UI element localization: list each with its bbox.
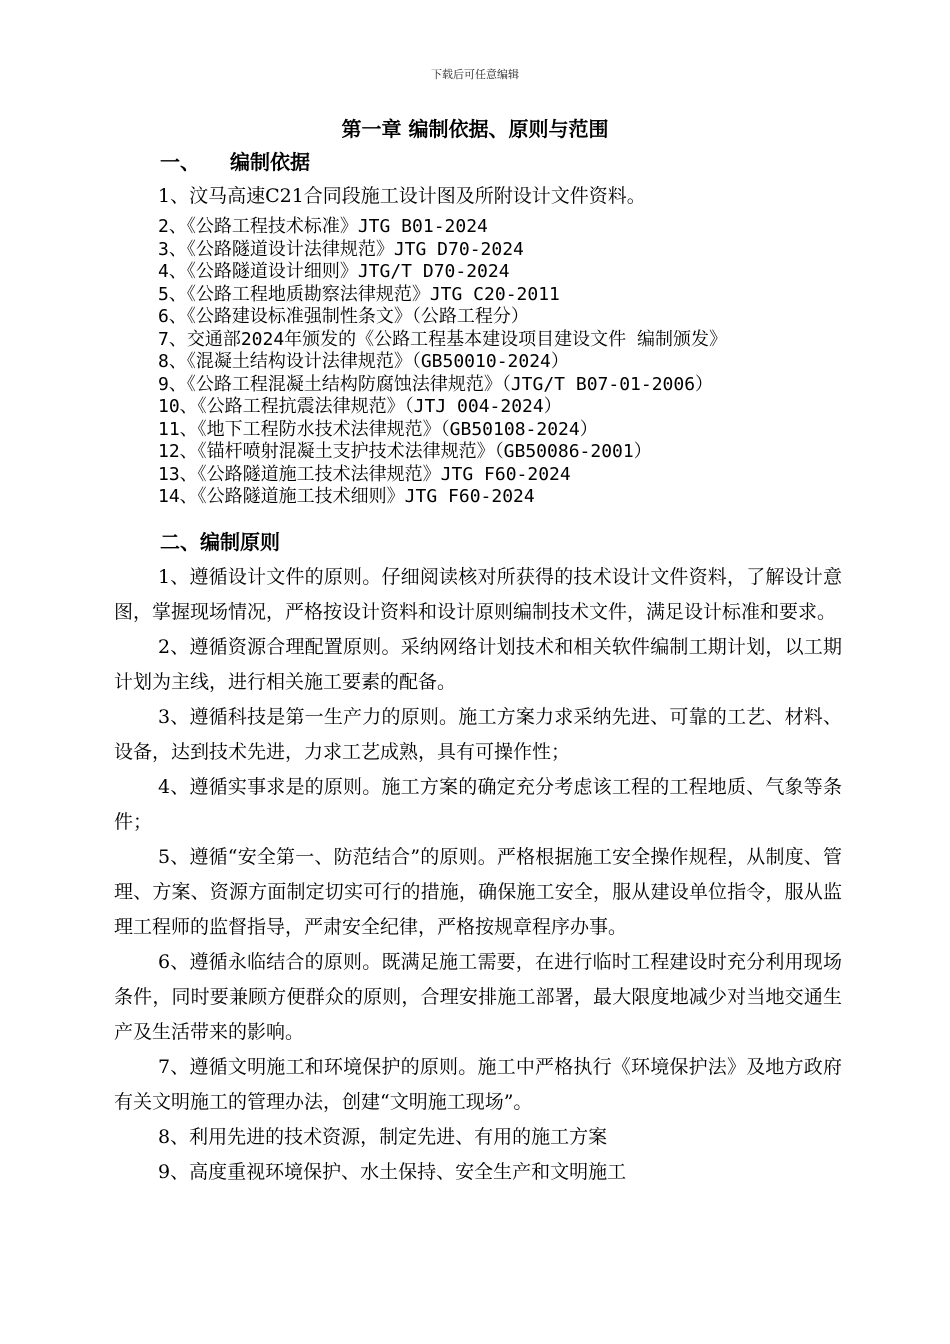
reference-item: 14、《公路隧道施工技术细则》JTG F60-2024	[158, 486, 535, 507]
section-title: 编制依据	[230, 150, 310, 174]
section-heading-basis	[160, 146, 310, 175]
reference-item: 5、《公路工程地质勘察法律规范》JTG C20-2011	[158, 283, 560, 305]
principle-paragraph: 5、遵循“安全第一、防范结合”的原则。严格根据施工安全操作规程，从制度、管理、方案、资源方面制定切实可行的措施，确保施工安全，服从建设单位指令，服从监理工程师的监督指导，严肃安全纪律，严格按规章程序办事。	[114, 846, 842, 938]
principles-list	[114, 560, 842, 1190]
principle-paragraph: 4、遵循实事求是的原则。施工方案的确定充分考虑该工程的工程地质、气象等条件；	[114, 776, 842, 833]
reference-item: 13、《公路隧道施工技术法律规范》JTG F60-2024	[158, 463, 571, 485]
reference-list	[114, 216, 844, 509]
reference-item: 7、交通部2024年颁发的《公路工程基本建设项目建设文件 编制颁发》	[158, 328, 728, 350]
principle-paragraph: 1、遵循设计文件的原则。仔细阅读核对所获得的技术设计文件资料，了解设计意图，掌握现场情况，严格按设计资料和设计原则编制技术文件，满足设计标准和要求。	[114, 566, 842, 623]
chapter-title: 第一章 编制依据、原则与范围	[341, 117, 609, 141]
reference-item: 8、《混凝土结构设计法律规范》（GB50010-2024）	[158, 351, 569, 372]
basis-item-1: 1、汶马高速C21合同段施工设计图及所附设计文件资料。	[158, 185, 646, 207]
principle-paragraph: 9、高度重视环境保护、水土保持、安全生产和文明施工	[158, 1161, 627, 1183]
reference-item: 9、《公路工程混凝土结构防腐蚀法律规范》（JTG/T B07-01-2006）	[158, 373, 714, 395]
principle-paragraph: 7、遵循文明施工和环境保护的原则。施工中严格执行《环境保护法》及地方政府有关文明施工的管理办法，创建“文明施工现场”。	[114, 1056, 842, 1113]
section-heading-principles: 二、编制原则	[160, 530, 280, 554]
reference-item: 3、《公路隧道设计法律规范》JTG D70-2024	[158, 238, 524, 260]
section-number: 一、	[160, 150, 200, 174]
principle-paragraph: 6、遵循永临结合的原则。既满足施工需要，在进行临时工程建设时充分利用现场条件，同时要兼顾方便群众的原则，合理安排施工部署，最大限度地减少对当地交通生产及生活带来的影响。	[114, 951, 842, 1043]
reference-item: 10、《公路工程抗震法律规范》（JTJ 004-2024）	[158, 396, 562, 417]
principle-paragraph: 8、利用先进的技术资源，制定先进、有用的施工方案	[158, 1126, 608, 1148]
reference-item: 12、《锚杆喷射混凝土支护技术法律规范》（GB50086-2001）	[158, 441, 652, 462]
reference-item: 4、《公路隧道设计细则》JTG/T D70-2024	[158, 261, 510, 282]
principle-paragraph: 2、遵循资源合理配置原则。采纳网络计划技术和相关软件编制工期计划，以工期计划为主线，进行相关施工要素的配备。	[114, 636, 842, 693]
reference-item: 11、《地下工程防水技术法律规范》（GB50108-2024）	[158, 418, 598, 440]
reference-item: 6、《公路建设标准强制性条文》（公路工程分）	[158, 306, 529, 327]
page-header: 下载后可任意编辑	[431, 68, 519, 81]
principle-paragraph: 3、遵循科技是第一生产力的原则。施工方案力求采纳先进、可靠的工艺、材料、设备，达到技术先进，力求工艺成熟，具有可操作性；	[114, 706, 842, 763]
reference-item: 2、《公路工程技术标准》JTG B01-2024	[158, 216, 488, 237]
